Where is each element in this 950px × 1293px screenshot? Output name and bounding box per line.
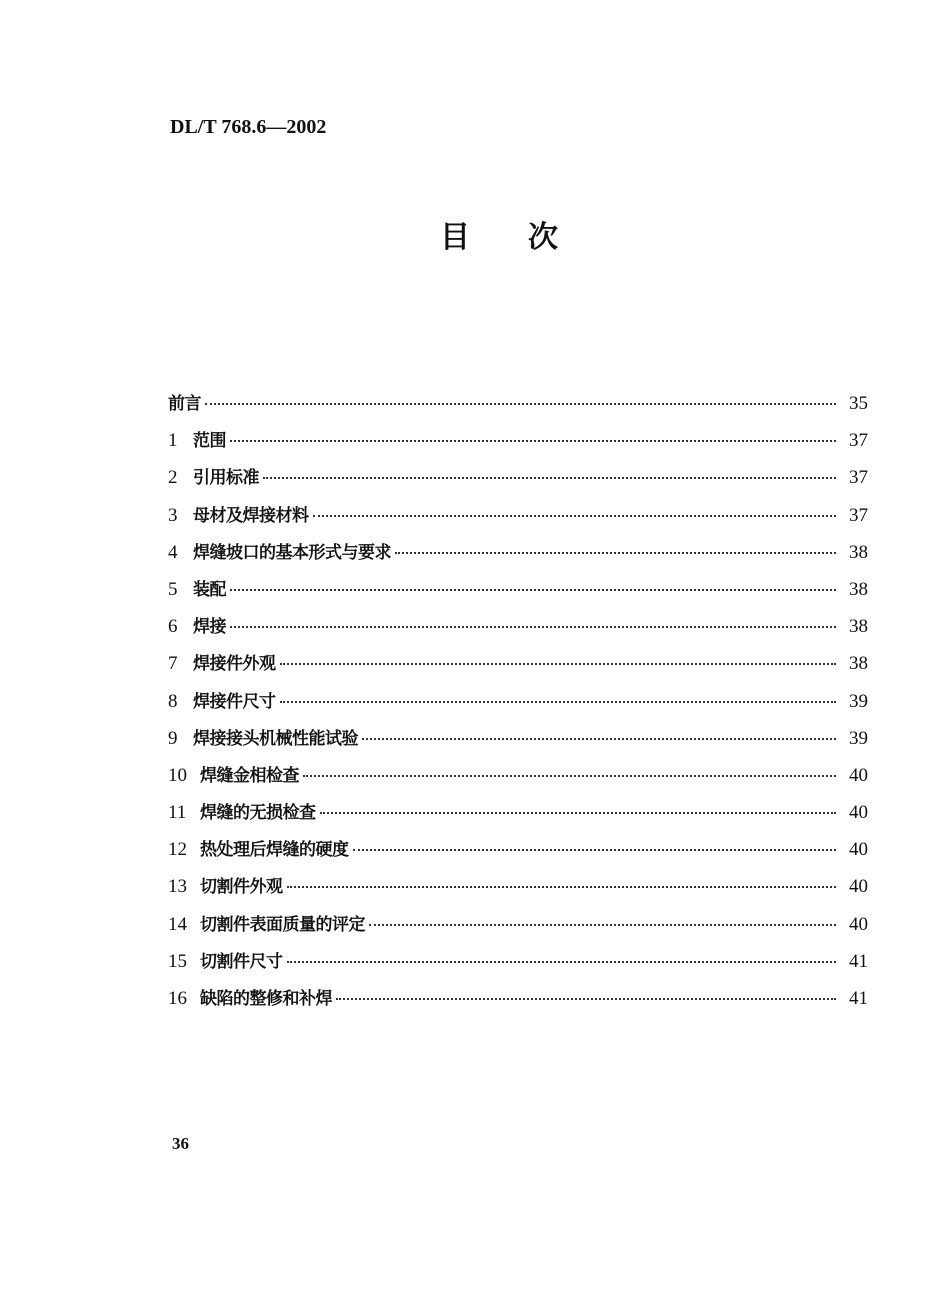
toc-entry-number: 10 bbox=[168, 764, 187, 786]
toc-entry-number: 3 bbox=[168, 504, 178, 526]
toc-entry-page: 38 bbox=[849, 578, 868, 600]
toc-entry-number: 7 bbox=[168, 653, 178, 675]
toc-dot-leader bbox=[280, 701, 837, 703]
toc-entry bbox=[168, 645, 868, 682]
toc-entry-number: 8 bbox=[168, 690, 178, 712]
toc-entry bbox=[168, 571, 868, 608]
toc-entry-title: 引用标准 bbox=[193, 468, 259, 489]
toc-entry bbox=[168, 906, 868, 943]
toc-entry bbox=[168, 422, 868, 459]
toc-dot-leader bbox=[205, 403, 836, 405]
toc-entry-number: 9 bbox=[168, 727, 178, 749]
toc-entry-title: 焊缝金相检查 bbox=[200, 765, 299, 786]
toc-entry bbox=[168, 980, 868, 1017]
toc-dot-leader bbox=[313, 515, 837, 517]
toc-entry-page: 37 bbox=[849, 467, 868, 489]
toc-entry-title: 焊接接头机械性能试验 bbox=[193, 728, 358, 749]
toc-dot-leader bbox=[280, 663, 837, 665]
toc-entry-page: 38 bbox=[849, 653, 868, 675]
toc-dot-leader bbox=[336, 998, 836, 1000]
toc-entry-title: 切割件外观 bbox=[200, 877, 283, 898]
toc-entry-number: 2 bbox=[168, 467, 178, 489]
toc-entry-title: 焊接 bbox=[193, 617, 226, 638]
toc-entry bbox=[168, 720, 868, 757]
toc-entry bbox=[168, 608, 868, 645]
toc-entry-number: 11 bbox=[168, 802, 187, 824]
toc-entry-page: 40 bbox=[849, 876, 868, 898]
toc-dot-leader bbox=[230, 589, 836, 591]
toc-entry-page: 40 bbox=[849, 802, 868, 824]
toc-entry bbox=[168, 385, 868, 422]
toc-entry-title: 切割件表面质量的评定 bbox=[200, 914, 365, 935]
toc-entry-page: 38 bbox=[849, 541, 868, 563]
toc-title: 目次 bbox=[440, 220, 616, 255]
toc-entry-number: 16 bbox=[168, 988, 187, 1009]
toc-entry-title: 热处理后焊缝的硬度 bbox=[200, 840, 349, 861]
toc-entry-title: 范围 bbox=[193, 431, 226, 452]
toc-entry-number: 15 bbox=[168, 950, 187, 972]
toc-entry-page: 39 bbox=[849, 690, 868, 712]
toc-entry bbox=[168, 497, 868, 534]
toc-entry-number: 1 bbox=[168, 430, 178, 452]
standard-code: DL/T 768.6—2002 bbox=[170, 116, 327, 138]
toc-entry-title: 装配 bbox=[193, 579, 226, 600]
toc-entry-page: 39 bbox=[849, 727, 868, 749]
toc-entry-number: 6 bbox=[168, 616, 178, 638]
toc-dot-leader bbox=[303, 775, 836, 777]
toc-entry-title: 焊接件外观 bbox=[193, 654, 276, 675]
toc-entry bbox=[168, 831, 868, 868]
toc-dot-leader bbox=[395, 552, 836, 554]
toc-dot-leader bbox=[320, 812, 837, 814]
toc-dot-leader bbox=[287, 961, 837, 963]
toc-entry-page: 37 bbox=[849, 504, 868, 526]
toc-entry-number: 5 bbox=[168, 578, 178, 600]
toc-entry-title: 切割件尺寸 bbox=[200, 951, 283, 972]
toc-entry-page: 35 bbox=[849, 393, 868, 414]
toc-entry-number: 13 bbox=[168, 876, 187, 898]
toc-entry bbox=[168, 868, 868, 905]
toc-dot-leader bbox=[287, 886, 837, 888]
toc-entry-title: 前言 bbox=[168, 394, 201, 414]
toc-entry-page: 40 bbox=[849, 913, 868, 935]
toc-dot-leader bbox=[230, 626, 836, 628]
toc-entry-page: 38 bbox=[849, 616, 868, 638]
toc-entry bbox=[168, 534, 868, 571]
toc-entry-title: 焊缝的无损检查 bbox=[200, 803, 316, 824]
toc-entry bbox=[168, 794, 868, 831]
toc-entry-number: 14 bbox=[168, 913, 187, 935]
toc-dot-leader bbox=[353, 849, 837, 851]
toc-entry-title: 焊接件尺寸 bbox=[193, 691, 276, 712]
toc-entry-page: 37 bbox=[849, 430, 868, 452]
toc-dot-leader bbox=[230, 440, 836, 442]
toc-entry-page: 40 bbox=[849, 764, 868, 786]
table-of-contents bbox=[168, 385, 868, 1017]
toc-entry-page: 40 bbox=[849, 839, 868, 861]
toc-entry-title: 缺陷的整修和补焊 bbox=[200, 989, 332, 1009]
toc-entry-title: 母材及焊接材料 bbox=[193, 505, 309, 526]
page-number: 36 bbox=[172, 1134, 189, 1153]
toc-entry-number: 4 bbox=[168, 541, 178, 563]
toc-entry-number: 12 bbox=[168, 839, 187, 861]
toc-entry-title: 焊缝坡口的基本形式与要求 bbox=[193, 542, 391, 563]
toc-entry bbox=[168, 683, 868, 720]
toc-entry-page: 41 bbox=[849, 988, 868, 1009]
toc-entry bbox=[168, 459, 868, 496]
toc-dot-leader bbox=[369, 924, 836, 926]
toc-entry bbox=[168, 943, 868, 980]
toc-entry-page: 41 bbox=[849, 950, 868, 972]
toc-entry bbox=[168, 757, 868, 794]
toc-dot-leader bbox=[362, 738, 836, 740]
toc-dot-leader bbox=[263, 477, 836, 479]
